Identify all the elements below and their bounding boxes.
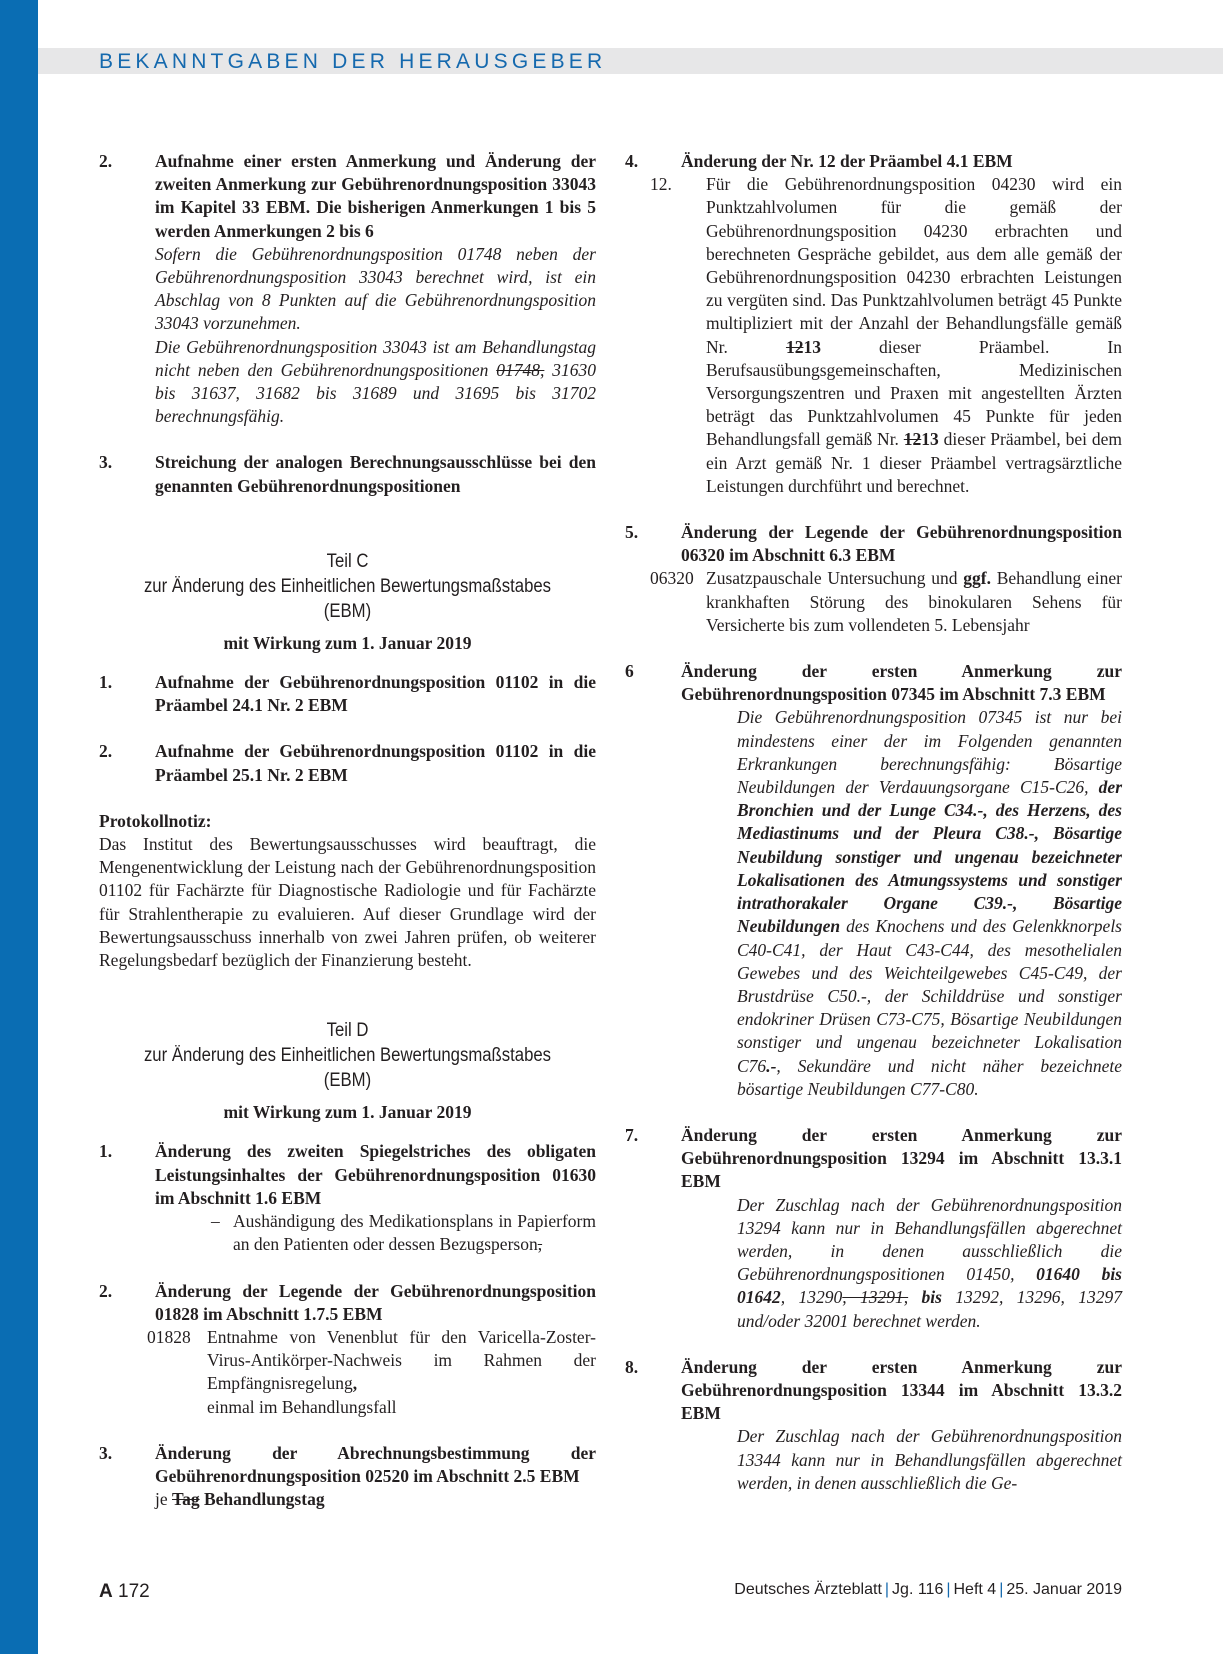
part-title: Teil D xyxy=(326,1020,369,1042)
sidebar-stripe xyxy=(0,0,38,1654)
list-item: 2. Änderung der Legende der Gebührenordnungsposition 01828 im Abschnitt 1.7.5 EBM xyxy=(99,1280,596,1324)
protocol-note-title: Protokollnotiz: xyxy=(99,810,212,831)
list-item: 1. Aufnahme der Gebührenordnungsposition 01102 in die Präambel 24.1 Nr. 2 EBM xyxy=(99,672,596,716)
list-item: 7. Änderung der ersten Anmerkung zur Gebührenordnungsposition 13294 im Abschnitt 13.3.1 EBM Der Zuschlag nach der Gebührenordnungsposition 13294 kann nur in Behandlungsfällen abgerechnet werden, in denen ausschließlich die Gebührenordnungspositionen 01450, 01640 bis 01642, 13290, 13291, bis 13292, 13296, 13297 und/oder 32001 berechnet werden. xyxy=(625,1124,1123,1331)
code-entry: 06320 Zusatzpauschale Untersuchung und ggf. Behandlung einer krankhaften Störung des binokularen Sehens für Versicherte bis zum vollendeten 5. Lebensjahr xyxy=(650,568,1123,635)
list-item: 2. Aufnahme einer ersten Anmerkung und Änderung der zweiten Anmerkung zur Gebührenordnungsposition 33043 im Kapitel 33 EBM. Die bisherigen Anmerkungen 1 bis 5 werden Anmerkungen 2 bis 6 Sofern die Gebührenordnungsposition 01748 neben der Gebührenordnungsposition 33043 berechnet wird, ist ein Abschlag von 8 Punkten auf die Gebührenordnungsposition 33043 vorzunehmen. Die Gebührenordnungsposition 33043 ist am Behandlungstag nicht neben den Gebührenordnungspositionen 01748, 31630 bis 31637, 31682 bis 31689 und 31695 bis 31702 berechnungsfähig. xyxy=(99,151,596,427)
code-entry: 12. Für die Gebührenordnungsposition 04230 wird ein Punktzahlvolumen für die gemäß der Gebührenordnungsposition 04230 erbrachten und berechneten Gespräche gebildet, aus dem alle gemäß der Gebührenordnungsposition 04230 erbrachten Leistungen zu vergüten sind. Das Punktzahlvolumen beträgt 45 Punkte multipliziert mit der Anzahl der Behandlungsfälle gemäß Nr. 1213 dieser Präambel. In Berufsausübungsgemeinschaften, Medizinischen Versorgungszentren und Praxen mit angestellten Ärzten beträgt das Punktzahlvolumen 45 Punkte für jeden Behandlungsfall gemäß Nr. 1213 dieser Präambel, bei dem ein Arzt gemäß Nr. 1 dieser Präambel vertragsärztliche Leistungen durchführt und berechnet. xyxy=(650,174,1122,496)
code-entry: 01828 Entnahme von Venenblut für den Varicella-Zoster-Virus-Antikörper-Nachweis im Rahmen der Empfängnisregelung, einmal im Behandlungsfall xyxy=(147,1326,596,1417)
part-title: Teil C xyxy=(326,550,369,572)
right-column xyxy=(625,150,1122,1518)
effective-date: mit Wirkung zum 1. Januar 2019 xyxy=(223,1102,472,1123)
protocol-note-text: Das Institut des Bewertungsausschusses wird beauftragt, die Mengenentwicklung der Leistung nach der Gebührenordnungsposition 01102 für Fachärzte für Diagnostische Radiologie und für Fachärzte für Strahlentherapie zu evaluieren. Auf dieser Grundlage wird der Bewertungsausschuss innerhalb von zwei Jahren prüfen, ob weiterer Regelungsbedarf bezüglich der Finanzierung besteht. xyxy=(99,834,596,971)
part-subtitle: zur Änderung des Einheitlichen Bewertungsmaßstabes (EBM) xyxy=(143,575,552,622)
list-item: 1. Änderung des zweiten Spiegelstriches des obligaten Leistungsinhaltes der Gebührenordnungsposition 01630 im Abschnitt 1.6 EBM – Aushändigung des Medikationsplans in Papierform an den Patienten oder dessen Bezugsperson, xyxy=(99,1141,596,1255)
list-item: 2. Aufnahme der Gebührenordnungsposition 01102 in die Präambel 25.1 Nr. 2 EBM xyxy=(99,741,596,785)
list-item: 8. Änderung der ersten Anmerkung zur Gebührenordnungsposition 13344 im Abschnitt 13.3.2 EBM Der Zuschlag nach der Gebührenordnungsposition 13344 kann nur in Behandlungsfällen abgerechnet werden, in denen ausschließlich die Ge- xyxy=(625,1356,1122,1493)
effective-date: mit Wirkung zum 1. Januar 2019 xyxy=(223,632,472,653)
list-item: 3. Änderung der Abrechnungsbestimmung der Gebührenordnungsposition 02520 im Abschnitt 2.5 EBM je Tag Behandlungstag xyxy=(99,1442,596,1510)
list-item: 4. Änderung der Nr. 12 der Präambel 4.1 EBM xyxy=(625,151,1013,171)
list-item: 6 Änderung der ersten Anmerkung zur Gebührenordnungsposition 07345 im Abschnitt 7.3 EBM Die Gebührenordnungsposition 07345 ist nur bei mindestens einer der im Folgenden genannten Erkrankungen berechnungsfähig: Bösartige Neubildungen der Verdauungsorgane C15-C26, der Bronchien und der Lunge C34.-, des Herzens, des Mediastinums und der Pleura C38.-, Bösartige Neubildung sonstiger und ungenau bezeichneter Lokalisationen des Atmungssystems und sonstiger intrathorakaler Organe C39.-, Bösartige Neubildungen des Knochens und des Gelenkknorpels C40-C41, der Haut C43-C44, des mesothelialen Gewebes und des Weichteilgewebes C45-C49, der Brustdrüse C50.-, der Schilddrüse und sonstiger endokriner Drüsen C73-C75, Bösartige Neubildungen sonstiger und ungenau bezeichneter Lokalisation C76.-, Sekundäre und nicht näher bezeichnete bösartige Neubildungen C77-C80. xyxy=(625,661,1122,1099)
list-item: 5. Änderung der Legende der Gebührenordnungsposition 06320 im Abschnitt 6.3 EBM xyxy=(625,522,1122,566)
list-item: 3. Streichung der analogen Berechnungsausschlüsse bei den genannten Gebührenordnungspositionen xyxy=(99,452,596,496)
section-header: BEKANNTGABEN DER HERAUSGEBER xyxy=(99,50,607,73)
page-number: A 172 xyxy=(99,1581,150,1602)
journal-citation: Deutsches Ärzteblatt | Jg. 116 | Heft 4 | 25. Januar 2019 xyxy=(734,1581,1122,1598)
left-column xyxy=(99,150,596,1534)
part-subtitle: zur Änderung des Einheitlichen Bewertungsmaßstabes (EBM) xyxy=(143,1045,552,1092)
